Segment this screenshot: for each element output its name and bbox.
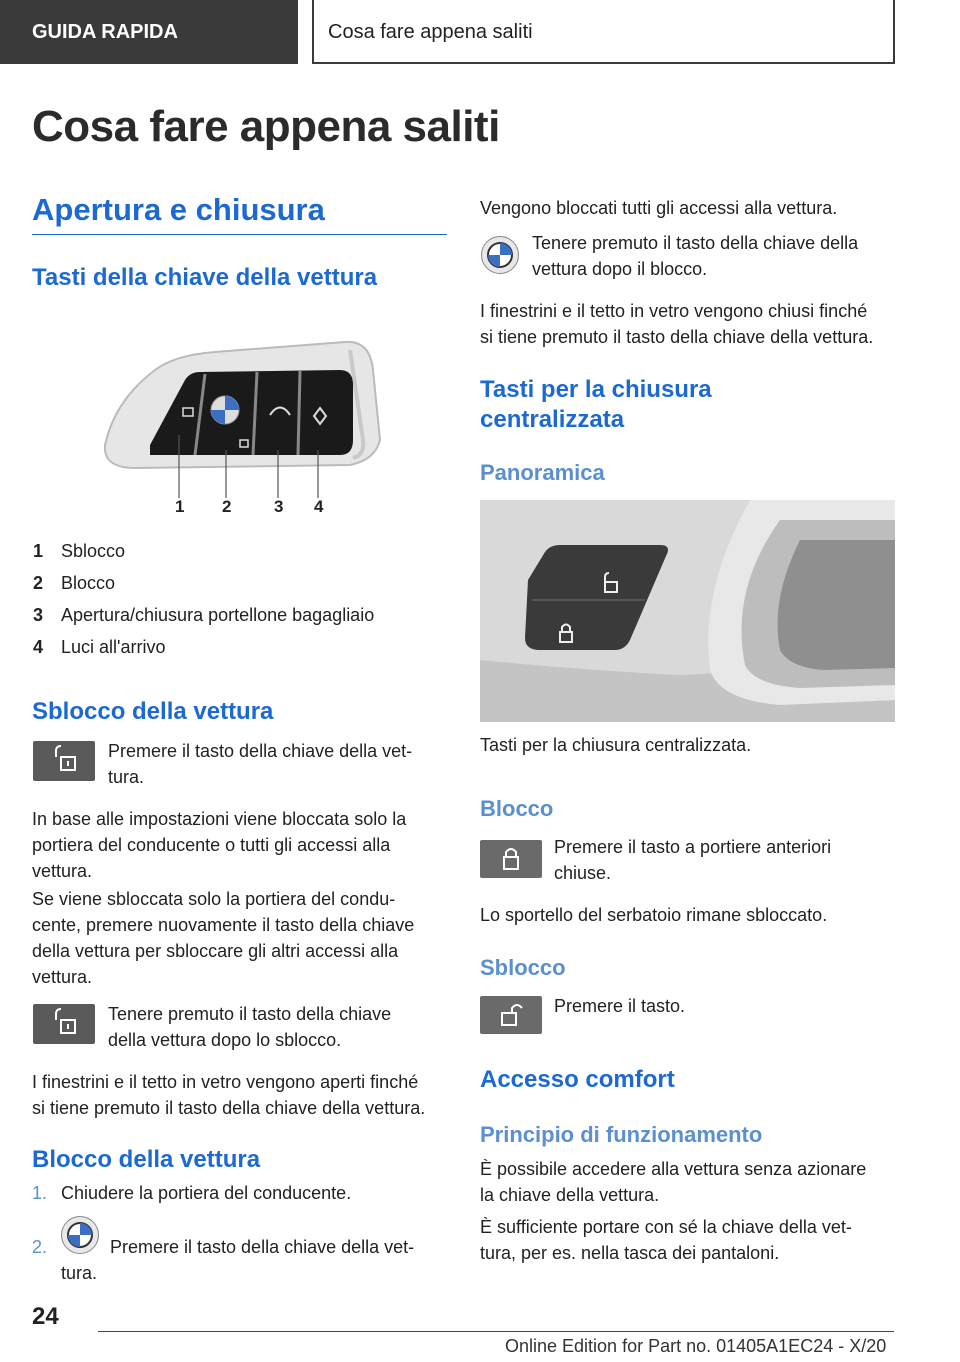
footer-rule [98,1331,894,1332]
page-title: Cosa fare appena saliti [32,102,500,151]
step-text: tura. [61,1263,98,1283]
paragraph-line: cente, premere nuovamente il tasto della chiave [32,915,415,935]
paragraph-line: vettura. [32,861,93,881]
lock-button-icon [480,840,542,878]
blocco-instruction: Premere il tasto a portiere anteriori [554,837,832,857]
heading-sblocco-vettura: Sblocco della vettura [32,698,274,725]
paragraph-line: In base alle impostazioni viene bloccata solo la [32,809,407,829]
heading-blocco-vettura: Blocco della vettura [32,1146,261,1173]
bmw-logo-icon [481,236,519,274]
hold-instruction-2: della vettura dopo lo sblocco. [108,1030,342,1050]
paragraph-line: vettura. [32,967,93,987]
hold-instruction-1: Tenere premuto il tasto della chiave [108,1004,392,1024]
hold-instruction-1: Tenere premuto il tasto della chiave della [532,233,859,253]
heading-panoramica: Panoramica [480,460,605,485]
step-number: 2. [32,1237,48,1257]
blocco-instruction: chiuse. [554,863,612,883]
unlock-button-icon [33,741,95,781]
heading-tasti-chiave: Tasti della chiave della vettura [32,264,378,291]
figure-label-4: 4 [314,497,324,516]
heading-accesso-comfort: Accesso comfort [480,1066,675,1093]
paragraph-line: È possibile accedere alla vettura senza azionare [480,1159,867,1179]
paragraph-line: tura, per es. nella tasca dei pantaloni. [480,1243,780,1263]
page-number: 24 [32,1303,59,1330]
figure-label-1: 1 [175,497,185,516]
paragraph-line: Vengono bloccati tutti gli accessi alla vettura. [480,198,838,218]
paragraph-line: I finestrini e il tetto in vetro vengono chiusi finché [480,301,868,321]
heading-blocco: Blocco [480,796,554,821]
heading-apertura: Apertura e chiusura [32,192,325,227]
heading-tasti-chiusura: centralizzata [480,406,625,433]
paragraph-line: I finestrini e il tetto in vetro vengono aperti finché [32,1072,419,1092]
sblocco-instruction-2: tura. [108,767,145,787]
figure-label-3: 3 [274,497,284,516]
paragraph-line: È sufficiente portare con sé la chiave della vet- [480,1217,852,1237]
paragraph-line: si tiene premuto il tasto della chiave della vettura. [480,327,874,347]
heading-sblocco: Sblocco [480,955,566,980]
sblocco-instruction-1: Premere il tasto della chiave della vet- [108,741,413,761]
figure-caption: Tasti per la chiusura centralizzata. [480,735,752,755]
unlock-button-icon [33,1004,95,1044]
step-number: 1. [32,1183,48,1203]
heading-principio: Principio di funzionamento [480,1122,763,1147]
unlock-button-icon [480,996,542,1034]
heading-tasti-chiusura: Tasti per la chiusura [480,376,712,403]
heading-rule [32,234,447,235]
paragraph-line: la chiave della vettura. [480,1185,660,1205]
paragraph-line: Lo sportello del serbatoio rimane sbloccato. [480,905,828,925]
header-title: Cosa fare appena saliti [312,0,895,64]
step-text: Premere il tasto della chiave della vet- [110,1237,415,1257]
paragraph-line: si tiene premuto il tasto della chiave della vettura. [32,1098,426,1118]
figure-label-2: 2 [222,497,232,516]
step-text: Chiudere la portiera del conducente. [61,1183,352,1203]
key-fob-illustration [95,330,395,520]
header-section-tab: GUIDA RAPIDA [0,0,298,64]
footer-edition: Online Edition for Part no. 01405A1EC24 - X/20 [505,1336,887,1356]
paragraph-line: della vettura per sbloccare gli altri accessi alla [32,941,399,961]
hold-instruction-2: vettura dopo il blocco. [532,259,708,279]
sblocco-instruction: Premere il tasto. [554,996,686,1016]
bmw-logo-icon [61,1216,99,1254]
paragraph-line: Se viene sbloccata solo la portiera del condu- [32,889,396,909]
door-panel-photo [480,500,895,722]
paragraph-line: portiera del conducente o tutti gli accessi alla [32,835,391,855]
